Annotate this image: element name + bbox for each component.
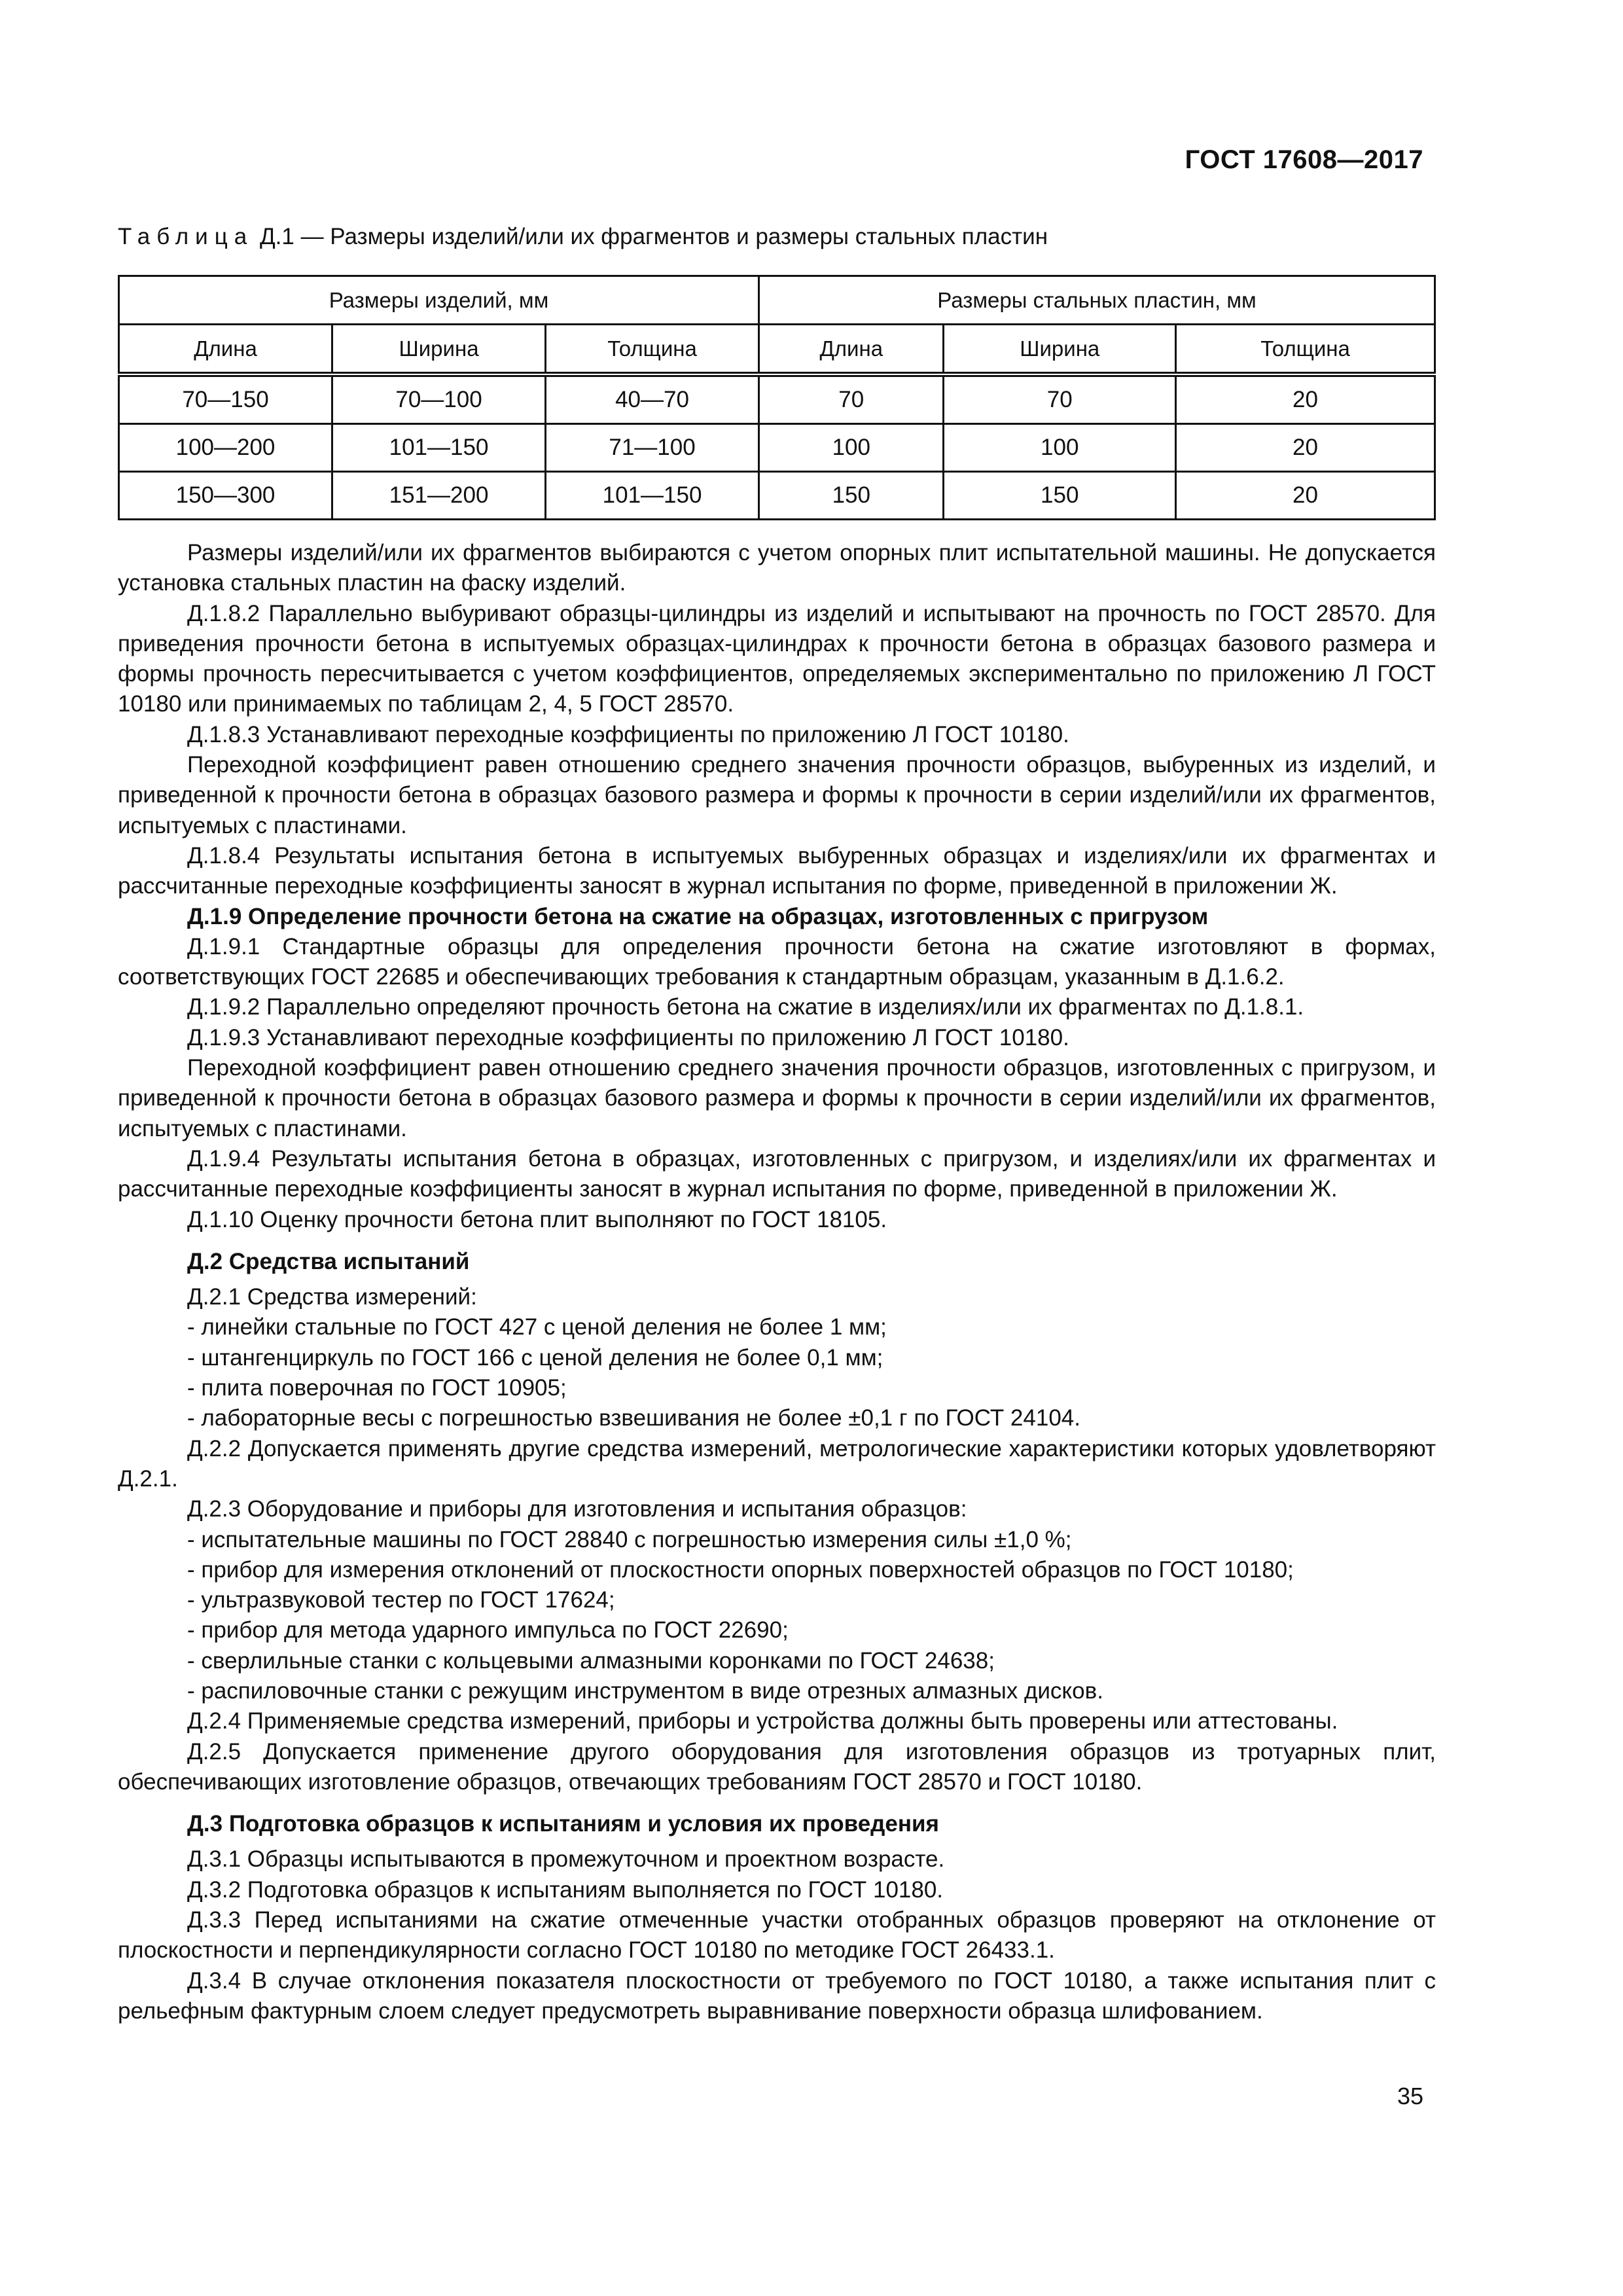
list-item: - линейки стальные по ГОСТ 427 с ценой деления не более 1 мм; [187,1314,887,1340]
table-group-header: Размеры стальных пластин, мм [759,276,1435,325]
table-cell: 150—300 [119,472,332,520]
table-cell: 150 [944,472,1176,520]
table-column-header: Длина [119,325,332,375]
list-item: - штангенциркуль по ГОСТ 166 с ценой деления не более 0,1 мм; [187,1344,883,1371]
paragraph: Д.3.2 Подготовка образцов к испытаниям выполняется по ГОСТ 10180. [187,1876,944,1903]
paragraph: Д.1.9.4 Результаты испытания бетона в образцах, изготовленных с пригрузом, и изделиях/или их фрагментах и рассчитанные переходные коэффициенты заносят в журнал испытания по форме, приведенной в приложении Ж. [118,1145,1436,1202]
paragraph: Д.1.9.3 Устанавливают переходные коэффициенты по приложению Л ГОСТ 10180. [187,1024,1069,1050]
list-item: - лабораторные весы с погрешностью взвешивания не более ±0,1 г по ГОСТ 24104. [187,1405,1080,1431]
paragraph: Д.1.10 Оценку прочности бетона плит выполняют по ГОСТ 18105. [187,1206,887,1232]
paragraph: Д.2.1 Средства измерений: [187,1284,477,1310]
list-item: - плита поверочная по ГОСТ 10905; [187,1375,567,1401]
paragraph: Д.1.9.2 Параллельно определяют прочность бетона на сжатие в изделиях/или их фрагментах по Д.1.8.1. [187,994,1304,1020]
table-column-header: Ширина [944,325,1176,375]
table-cell: 70—150 [119,374,332,424]
table-cell: 70 [944,374,1176,424]
list-item: - прибор для измерения отклонений от плоскостности опорных поверхностей образцов по ГОСТ 10180; [187,1556,1294,1583]
paragraph: Д.1.8.4 Результаты испытания бетона в испытуемых выбуренных образцах и изделиях/или их фрагментах и рассчитанные переходные коэффициенты заносят в журнал испытания по форме, приведенной в приложении Ж. [118,842,1436,899]
paragraph: Д.3.1 Образцы испытываются в промежуточном и проектном возрасте. [187,1846,945,1873]
list-item: - распиловочные станки с режущим инструментом в виде отрезных алмазных дисков. [187,1677,1103,1704]
table-caption [118,224,1048,250]
paragraph: Д.3.3 Перед испытаниями на сжатие отмеченные участки отобранных образцов проверяют на отклонение от плоскостности и перпендикулярности согласно ГОСТ 10180 по методике ГОСТ 26433.1. [118,1907,1436,1964]
table-cell: 150 [759,472,944,520]
table-cell: 20 [1176,424,1435,472]
paragraph: Д.1.8.2 Параллельно выбуривают образцы-цилиндры из изделий и испытывают на прочность по ГОСТ 28570. Для приведения прочности бетона в испытуемых образцах-цилиндрах к прочности бетона в образцах базового размера и формы прочность пересчитывается с учетом коэффициентов, определяемых экспериментально по приложению Л ГОСТ 10180 или принимаемых по таблицам 2, 4, 5 ГОСТ 28570. [118,600,1436,717]
table-cell: 151—200 [332,472,546,520]
table-row [119,424,1435,472]
table-caption-label: Таблица [118,224,254,249]
paragraph: Д.2.2 Допускается применять другие средства измерений, метрологические характеристики которых удовлетворяют Д.2.1. [118,1435,1436,1492]
paragraph: Д.3.4 В случае отклонения показателя плоскостности от требуемого по ГОСТ 10180, а также испытания плит с рельефным фактурным слоем следует предусмотреть выравнивание поверхности образца шлифованием. [118,1967,1436,2024]
list-item: - сверлильные станки с кольцевыми алмазными коронками по ГОСТ 24638; [187,1647,995,1674]
table-column-header: Толщина [546,325,759,375]
table-cell: 70—100 [332,374,546,424]
table-cell: 71—100 [546,424,759,472]
paragraph: Переходной коэффициент равен отношению среднего значения прочности образцов, выбуренных из изделий, и приведенной к прочности бетона в образцах базового размера и формы к прочности в серии изделий/или их фрагментов, испытуемых с пластинами. [118,752,1436,838]
paragraph: Д.2.5 Допускается применение другого оборудования для изготовления образцов из тротуарных плит, обеспечивающих изготовление образцов, отвечающих требованиям ГОСТ 28570 и ГОСТ 10180. [118,1738,1436,1795]
table-row [119,374,1435,424]
table-cell: 20 [1176,374,1435,424]
paragraph: Д.1.9.1 Стандартные образцы для определения прочности бетона на сжатие изготовляют в формах, соответствующих ГОСТ 22685 и обеспечивающих требования к стандартным образцам, указанным в Д.1.6.2. [118,933,1436,990]
list-item: - испытательные машины по ГОСТ 28840 с погрешностью измерения силы ±1,0 %; [187,1526,1072,1552]
table-row [119,472,1435,520]
paragraph: Переходной коэффициент равен отношению среднего значения прочности образцов, изготовленных с пригрузом, и приведенной к прочности бетона в образцах базового размера и формы к прочности в серии изделий/или их фрагментов, испытуемых с пластинами. [118,1055,1436,1141]
document-code: ГОСТ 17608—2017 [1185,145,1423,174]
section-heading: Д.1.9 Определение прочности бетона на сжатие на образцах, изготовленных с пригрузом [187,903,1209,929]
section-heading: Д.2 Средства испытаний [187,1248,470,1274]
paragraph: Д.2.3 Оборудование и приборы для изготовления и испытания образцов: [187,1496,967,1522]
table-cell: 101—150 [546,472,759,520]
list-item: - прибор для метода ударного импульса по ГОСТ 22690; [187,1617,789,1643]
paragraph: Размеры изделий/или их фрагментов выбираются с учетом опорных плит испытательной машины. Не допускается установка стальных пластин на фаску изделий. [118,540,1436,596]
table-caption-text: Д.1 — Размеры изделий/или их фрагментов и размеры стальных пластин [253,224,1048,249]
table-cell: 100—200 [119,424,332,472]
paragraph: Д.1.8.3 Устанавливают переходные коэффициенты по приложению Л ГОСТ 10180. [187,721,1069,747]
table-column-header: Толщина [1176,325,1435,375]
table-cell: 20 [1176,472,1435,520]
list-item: - ультразвуковой тестер по ГОСТ 17624; [187,1587,615,1613]
paragraph: Д.2.4 Применяемые средства измерений, приборы и устройства должны быть проверены или аттестованы. [187,1708,1338,1734]
table-group-header: Размеры изделий, мм [119,276,759,325]
table-cell: 40—70 [546,374,759,424]
table-cell: 100 [944,424,1176,472]
table-cell: 101—150 [332,424,546,472]
document-body [118,538,1436,2026]
section-heading: Д.3 Подготовка образцов к испытаниям и условия их проведения [187,1811,939,1837]
table-column-header: Длина [759,325,944,375]
table-column-header: Ширина [332,325,546,375]
dimensions-table [118,275,1436,520]
table-cell: 70 [759,374,944,424]
table-cell: 100 [759,424,944,472]
page-number: 35 [1397,2083,1423,2109]
